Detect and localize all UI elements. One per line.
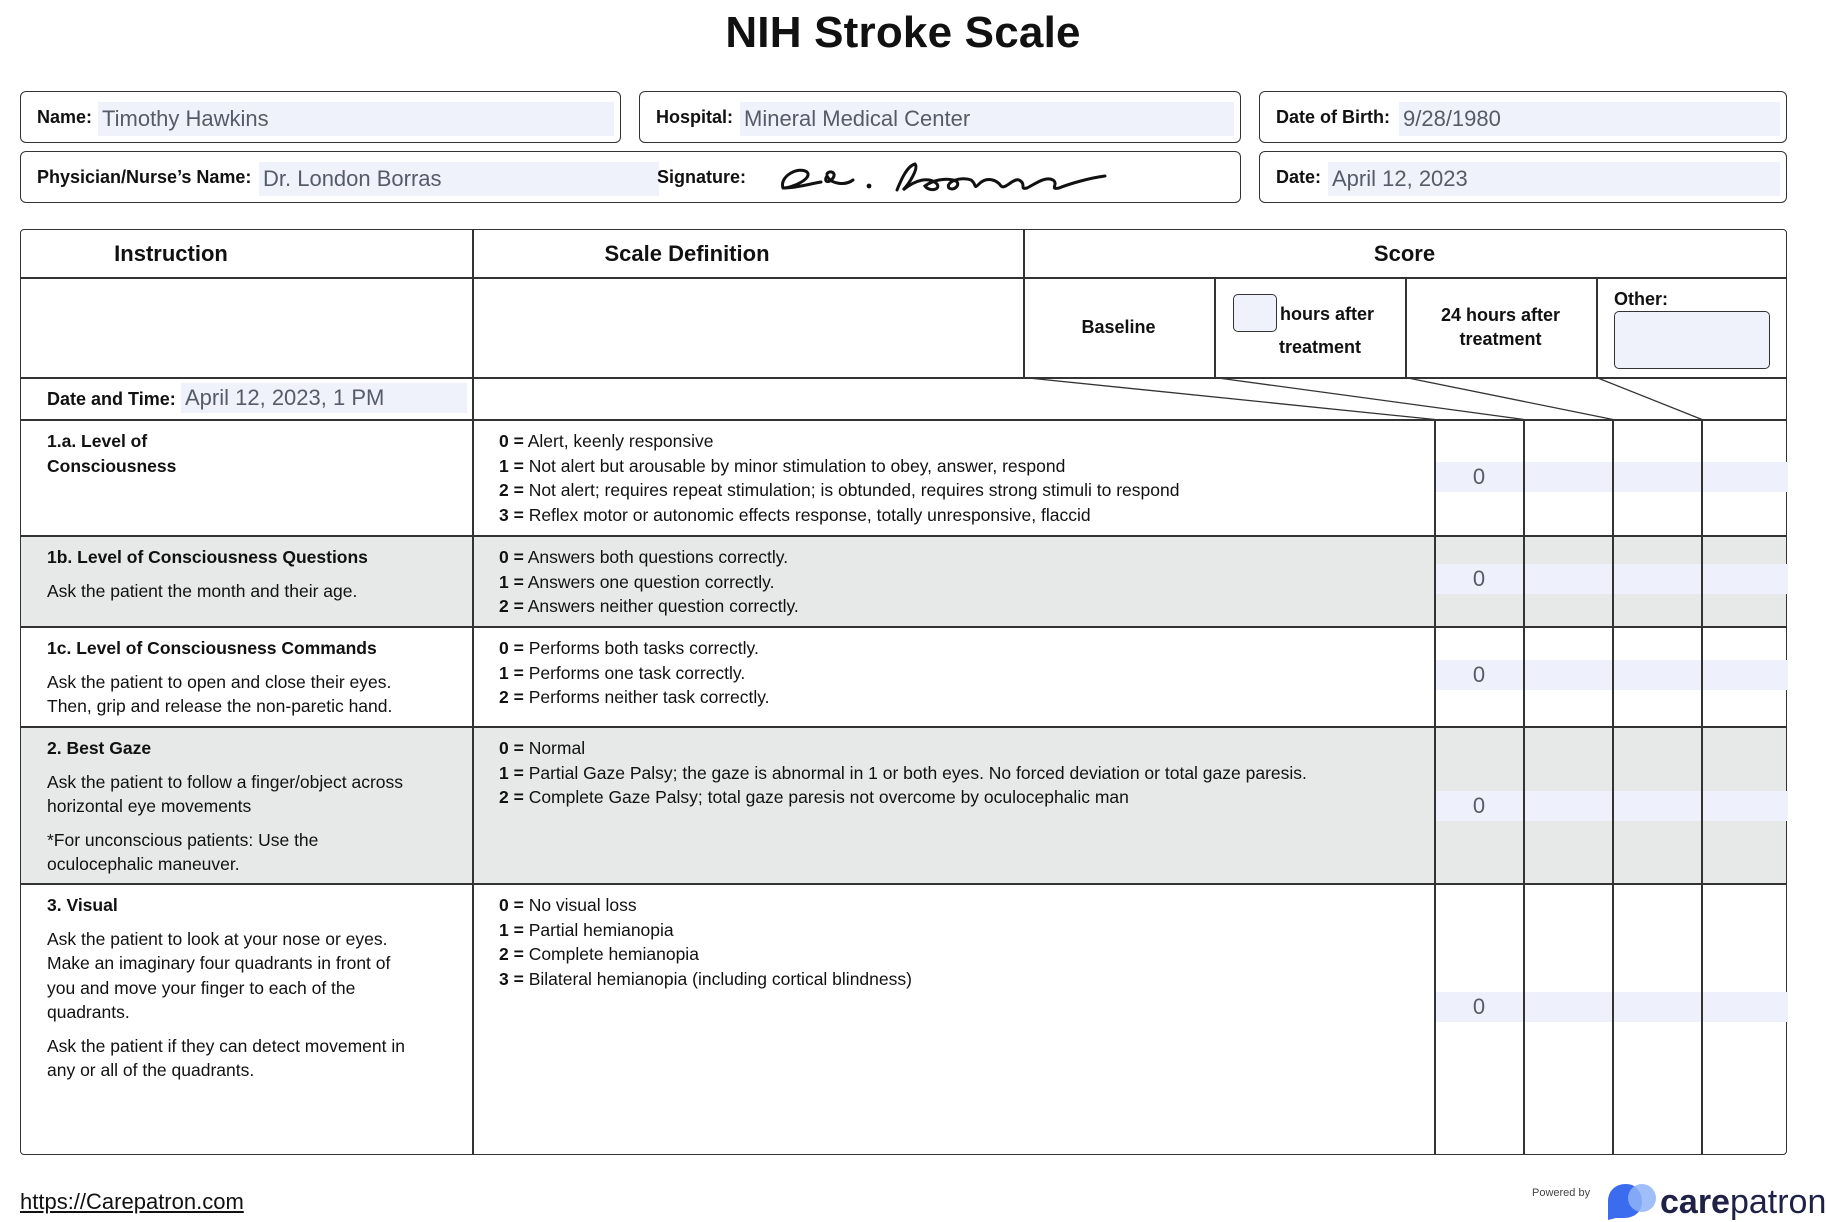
instruction-title: 1c. Level of Consciousness Commands bbox=[47, 638, 377, 658]
instruction-text: Ask the patient to follow a finger/object across horizontal eye movements bbox=[47, 771, 404, 816]
other-header: Other: bbox=[1614, 289, 1668, 309]
instruction-1a bbox=[47, 429, 457, 478]
instruction-text: Ask the patient to look at your nose or eyes. Make an imaginary four quadrants in front of you and move your finger to each of the quadrants. bbox=[47, 928, 391, 1022]
definitions-2 bbox=[499, 736, 1307, 810]
signature-image bbox=[769, 158, 1111, 198]
carepatron-logo-icon bbox=[1604, 1182, 1660, 1220]
baseline-score-1b[interactable]: 0 bbox=[1472, 566, 1486, 591]
definition-line: 2 = Complete Gaze Palsy; total gaze paresis not overcome by oculocephalic man bbox=[499, 787, 1129, 807]
definition-line: 1 = Partial hemianopia bbox=[499, 919, 674, 940]
divider bbox=[1434, 419, 1436, 1154]
definitions-3 bbox=[499, 893, 912, 991]
instruction-title: Consciousness bbox=[47, 455, 177, 476]
24h-header: 24 hours after bbox=[1440, 305, 1561, 325]
definition-line: 2 = Not alert; requires repeat stimulation; is obtunded, requires strong stimuli to respond bbox=[499, 480, 1180, 500]
date-box bbox=[1259, 151, 1787, 203]
divider bbox=[21, 883, 1786, 885]
definition-line: 3 = Reflex motor or autonomic effects response, totally unresponsive, flaccid bbox=[499, 504, 1091, 525]
instruction-title: 1b. Level of Consciousness Questions bbox=[47, 547, 368, 567]
name-field[interactable]: Timothy Hawkins bbox=[98, 102, 614, 136]
baseline-score-1c[interactable]: 0 bbox=[1472, 662, 1486, 687]
instruction-note: Ask the patient if they can detect movement in any or all of the quadrants. bbox=[47, 1035, 405, 1080]
definition-line: 0 = Normal bbox=[499, 738, 586, 758]
hospital-field[interactable]: Mineral Medical Center bbox=[740, 102, 1234, 136]
instruction-3 bbox=[47, 893, 457, 1083]
definitions-1a bbox=[499, 429, 1179, 527]
date-label: Date: bbox=[1276, 167, 1322, 187]
name-box bbox=[20, 91, 621, 143]
definitions-1b bbox=[499, 545, 799, 619]
baseline-score-3[interactable]: 0 bbox=[1472, 994, 1486, 1019]
instruction-2 bbox=[47, 736, 457, 877]
definition-line: 1 = Answers one question correctly. bbox=[499, 571, 775, 592]
score-header: Score bbox=[1373, 241, 1436, 266]
physician-field[interactable]: Dr. London Borras bbox=[259, 162, 659, 196]
divider bbox=[1523, 419, 1525, 1154]
instruction-title: 2. Best Gaze bbox=[47, 738, 152, 758]
hospital-box bbox=[639, 91, 1241, 143]
baseline-score-2[interactable]: 0 bbox=[1472, 793, 1486, 818]
definition-line: 2 = Complete hemianopia bbox=[499, 944, 699, 964]
definitions-1c bbox=[499, 636, 770, 710]
signature-label: Signature: bbox=[657, 167, 747, 187]
powered-by-text: Powered by bbox=[1532, 1187, 1591, 1199]
definition-line: 3 = Bilateral hemianopia (including cortical blindness) bbox=[499, 968, 912, 989]
instruction-header: Instruction bbox=[114, 241, 228, 266]
definition-line: 1 = Not alert but arousable by minor stimulation to obey, answer, respond bbox=[499, 455, 1066, 476]
page-title: NIH Stroke Scale bbox=[725, 8, 1081, 57]
assessment-table bbox=[20, 229, 1787, 1155]
other-input[interactable] bbox=[1614, 311, 1770, 369]
definition-line: 2 = Answers neither question correctly. bbox=[499, 596, 799, 616]
baseline-score-1a[interactable]: 0 bbox=[1472, 464, 1486, 489]
definition-header: Scale Definition bbox=[604, 241, 770, 266]
definition-line: 1 = Performs one task correctly. bbox=[499, 662, 746, 683]
definition-line: 0 = Performs both tasks correctly. bbox=[499, 638, 759, 658]
divider bbox=[21, 726, 1786, 728]
hospital-label: Hospital: bbox=[656, 107, 734, 127]
carepatron-link[interactable]: https://Carepatron.com bbox=[20, 1189, 244, 1214]
instruction-text: Ask the patient to open and close their eyes. Then, grip and release the non-paretic hand. bbox=[47, 671, 393, 716]
instruction-note: *For unconscious patients: Use the oculocephalic maneuver. bbox=[47, 829, 319, 874]
definition-line: 1 = Partial Gaze Palsy; the gaze is abnormal in 1 or both eyes. No forced deviation or total gaze paresis. bbox=[499, 762, 1307, 783]
date-field[interactable]: April 12, 2023 bbox=[1328, 162, 1780, 196]
datetime-label: Date and Time: bbox=[47, 389, 176, 409]
divider bbox=[21, 626, 1786, 628]
dob-box bbox=[1259, 91, 1787, 143]
carepatron-wordmark: carepatron bbox=[1660, 1183, 1826, 1221]
divider bbox=[21, 535, 1786, 537]
definition-line: 0 = No visual loss bbox=[499, 895, 637, 915]
instruction-title: 1.a. Level of bbox=[47, 431, 148, 451]
divider bbox=[1701, 419, 1703, 1154]
datetime-field[interactable]: April 12, 2023, 1 PM bbox=[181, 383, 467, 413]
definition-line: 0 = Alert, keenly responsive bbox=[499, 431, 714, 451]
baseline-header: Baseline bbox=[1081, 317, 1156, 337]
hours-after-header: hours after bbox=[1280, 304, 1375, 324]
instruction-title: 3. Visual bbox=[47, 895, 118, 915]
physician-label: Physician/Nurse’s Name: bbox=[37, 167, 252, 187]
name-label: Name: bbox=[37, 107, 93, 127]
divider bbox=[1612, 419, 1614, 1154]
instruction-text: Ask the patient the month and their age. bbox=[47, 580, 358, 601]
hours-input[interactable] bbox=[1233, 294, 1277, 332]
definition-line: 0 = Answers both questions correctly. bbox=[499, 547, 789, 567]
instruction-1c bbox=[47, 636, 457, 719]
dob-field[interactable]: 9/28/1980 bbox=[1399, 102, 1780, 136]
definition-line: 2 = Performs neither task correctly. bbox=[499, 687, 770, 707]
physician-box bbox=[20, 151, 1241, 203]
hours-after-header-2: treatment bbox=[1278, 337, 1362, 357]
instruction-1b bbox=[47, 545, 457, 603]
dob-label: Date of Birth: bbox=[1276, 107, 1390, 127]
24h-header-2: treatment bbox=[1459, 329, 1542, 349]
